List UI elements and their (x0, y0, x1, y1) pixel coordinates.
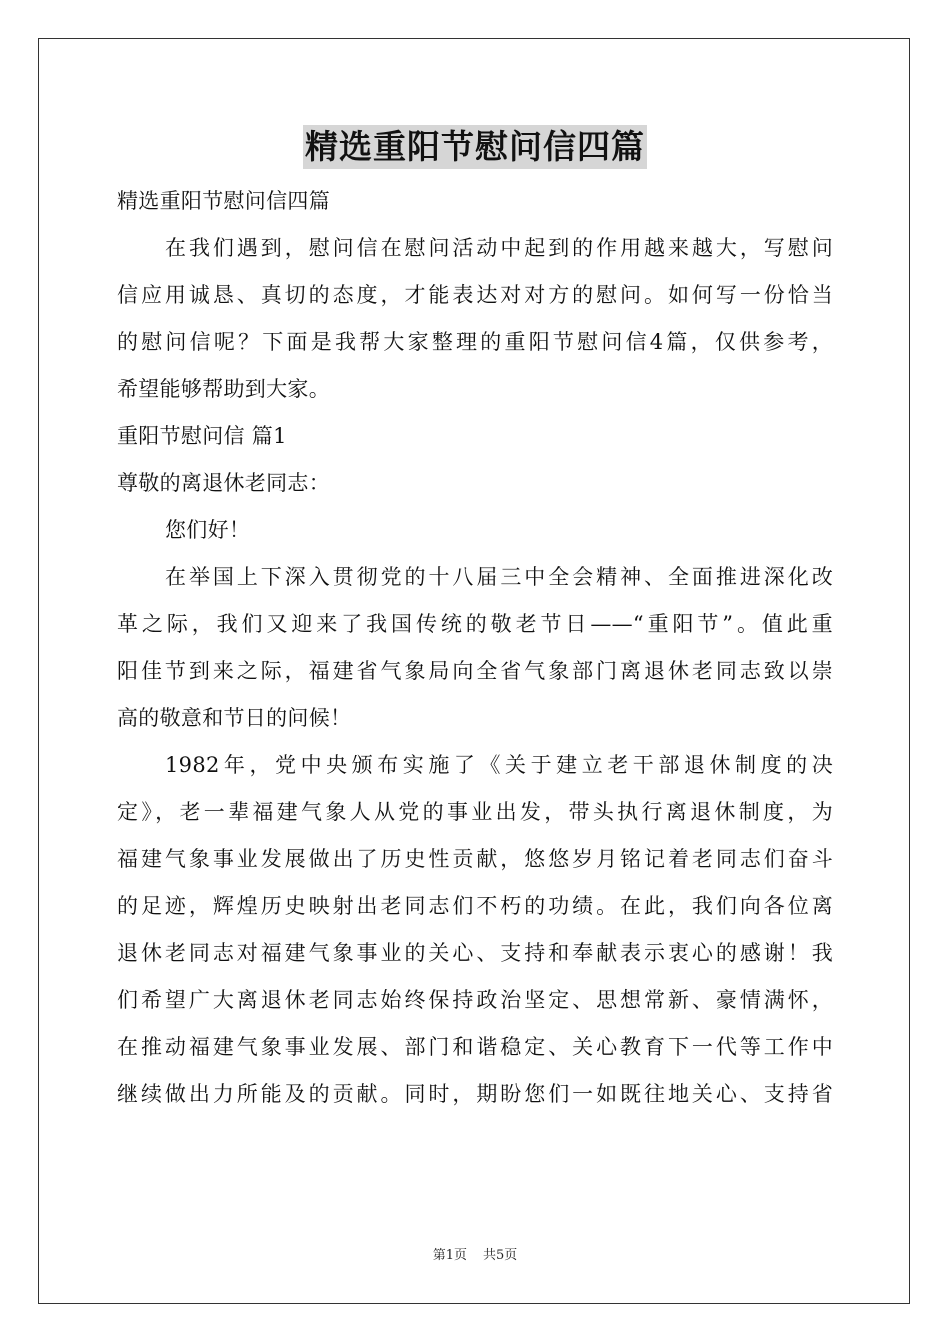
paragraph-line: 阳佳节到来之际，福建省气象局向全省气象部门离退休老同志致以崇 (117, 659, 833, 683)
paragraph-line: 希望能够帮助到大家。 (117, 377, 330, 401)
paragraph-line: 高的敬意和节日的问候！ (117, 706, 352, 730)
paragraph-line: 福建气象事业发展做出了历史性贡献，悠悠岁月铭记着老同志们奋斗 (117, 847, 833, 871)
document-title: 精选重阳节慰问信四篇 (303, 125, 647, 169)
document-body (117, 178, 833, 1118)
greeting: 您们好！ (165, 518, 251, 542)
paragraph-line: 革之际，我们又迎来了我国传统的敬老节日——“重阳节”。值此重 (117, 612, 833, 636)
paragraph-line: 的慰问信呢？下面是我帮大家整理的重阳节慰问信4篇，仅供参考， (117, 330, 833, 354)
paragraph-line: 继续做出力所能及的贡献。同时，期盼您们一如既往地关心、支持省 (117, 1082, 833, 1106)
paragraph-line: 1982年，党中央颁布实施了《关于建立老干部退休制度的决 (165, 753, 833, 777)
paragraph-line: 们希望广大离退休老同志始终保持政治坚定、思想常新、豪情满怀， (117, 988, 833, 1012)
section-heading: 重阳节慰问信 篇1 (117, 424, 287, 448)
page-total: 共5页 (483, 1248, 518, 1263)
paragraph-line: 退休老同志对福建气象事业的关心、支持和奉献表示衷心的感谢！我 (117, 941, 833, 965)
page-footer (0, 1246, 950, 1266)
paragraph-line: 在举国上下深入贯彻党的十八届三中全会精神、全面推进深化改 (165, 565, 833, 589)
paragraph-line: 在推动福建气象事业发展、部门和谐稳定、关心教育下一代等工作中 (117, 1035, 833, 1059)
page-number: 第1页 (432, 1248, 467, 1263)
paragraph-line: 的足迹，辉煌历史映射出老同志们不朽的功绩。在此，我们向各位离 (117, 894, 833, 918)
paragraph-line: 信应用诚恳、真切的态度，才能表达对对方的慰问。如何写一份恰当 (117, 283, 833, 307)
title-container (0, 125, 950, 169)
paragraph-line: 在我们遇到，慰问信在慰问活动中起到的作用越来越大，写慰问 (165, 236, 833, 260)
paragraph-line: 定》，老一辈福建气象人从党的事业出发，带头执行离退休制度，为 (117, 800, 833, 824)
subtitle-line: 精选重阳节慰问信四篇 (117, 189, 330, 213)
salutation: 尊敬的离退休老同志： (117, 471, 330, 495)
